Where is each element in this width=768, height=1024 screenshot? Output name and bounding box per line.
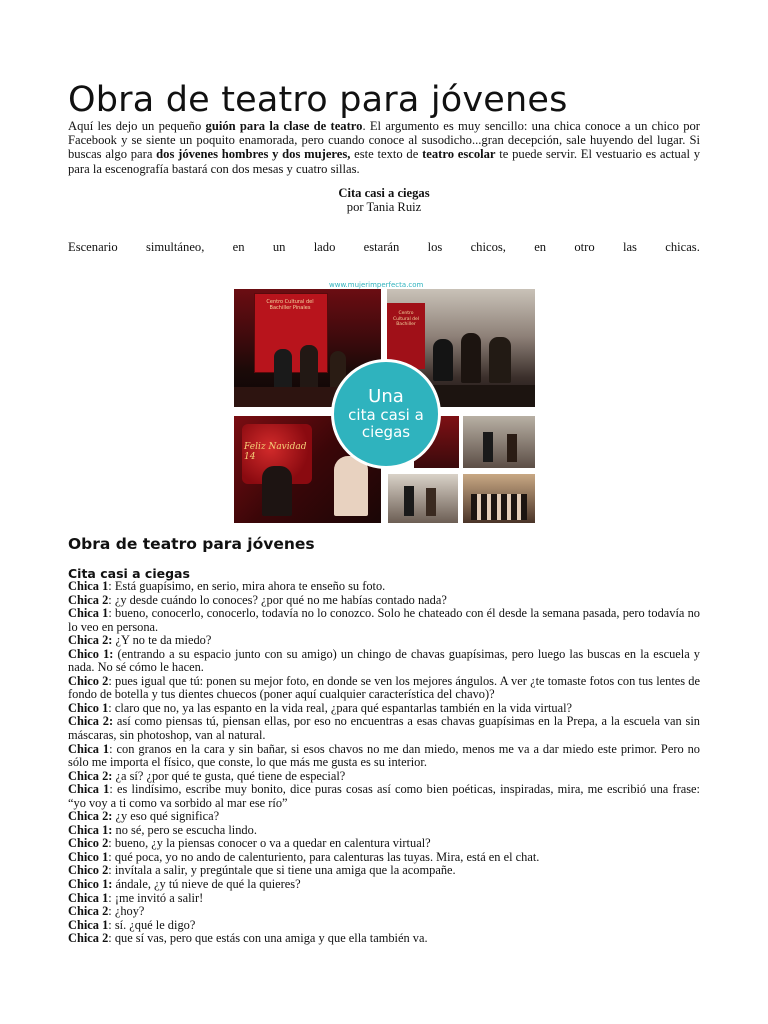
- dialog-line: [68, 810, 700, 824]
- speaker-name: Chica 2: [68, 931, 109, 946]
- intro-text: Aquí les dejo un pequeño: [68, 119, 206, 133]
- dialog-line: [68, 594, 700, 608]
- poster-text: Centro Cultural del Bachiller Pinales: [266, 299, 314, 311]
- dialog-text: : pues igual que tú: ponen su mejor foto, en donde se ven los mejores ángulos. A ver ¿te tomaste fotos con tus lentes de fondo de botella y tus dientes chuecos (poner aquí cualquier característica del chavo)?: [68, 673, 700, 702]
- dialog-line: [68, 634, 700, 648]
- scenario-word: chicos,: [470, 240, 506, 254]
- dialog-line: [68, 864, 700, 878]
- dialog-line: [68, 702, 700, 716]
- scenario-line: [68, 240, 700, 254]
- speaker-name: Chica 2:: [68, 714, 114, 729]
- dialog-line: [68, 905, 700, 919]
- banner-text: Feliz Navidad 14: [244, 442, 307, 462]
- dialog-line: [68, 878, 700, 892]
- dialog-text: : bueno, conocerlo, conocerlo, todavía no lo conozco. Solo he chateado con él desde la semana pasada, pero todavía no lo veo en persona.: [68, 606, 700, 634]
- dialog-line: [68, 715, 700, 742]
- dialog-text: : ¿y desde cuándo lo conoces? ¿por qué no me habías contado nada?: [108, 592, 447, 607]
- speaker-name: Chico 2: [68, 836, 109, 851]
- dialog-text: : que sí vas, pero que estás con una amiga y que ella también va.: [108, 931, 428, 946]
- dialog-line: [68, 675, 700, 702]
- intro-bold-text: guión para la clase de teatro: [205, 119, 363, 133]
- dialog-text: ¿a sí? ¿por qué te gusta, qué tiene de especial?: [112, 768, 346, 783]
- section-subtitle: Cita casi a ciegas: [68, 566, 190, 581]
- speaker-name: Chica 1: [68, 890, 109, 905]
- speaker-name: Chica 2:: [68, 809, 113, 824]
- scenario-word: estarán: [363, 240, 400, 254]
- badge-line: cita casi a: [348, 406, 424, 424]
- speaker-name: Chico 2: [68, 673, 109, 688]
- speaker-name: Chica 1: [68, 741, 110, 756]
- scenario-word: en: [534, 240, 547, 254]
- speaker-name: Chica 2:: [68, 633, 113, 648]
- photo-small-3: [388, 474, 458, 523]
- scenario-word: las: [622, 240, 637, 254]
- scenario-word: Escenario: [68, 240, 118, 254]
- intro-text: este texto de: [350, 147, 423, 162]
- intro-bold-text: dos jóvenes hombres y dos mujeres,: [156, 147, 351, 162]
- dialog-text: : invítala a salir, y pregúntale que si tiene una amiga que la acompañe.: [108, 863, 456, 878]
- dialog-text: : qué poca, yo no ando de calenturiento, para calenturas las tuyas. Mira, está en el chat.: [108, 849, 540, 864]
- dialog-text: ¿y eso qué significa?: [112, 809, 220, 824]
- speaker-name: Chico 1: [68, 849, 109, 864]
- scenario-word: lado: [313, 240, 336, 254]
- play-heading: [68, 186, 700, 215]
- speaker-name: Chica 1:: [68, 822, 113, 837]
- dialog-line: [68, 892, 700, 906]
- dialog-line: [68, 648, 700, 675]
- dialog-line: [68, 824, 700, 838]
- play-author: por Tania Ruiz: [346, 200, 422, 215]
- dialog-line: [68, 783, 700, 810]
- dialog-line: [68, 837, 700, 851]
- dialog-text: : ¿hoy?: [108, 904, 145, 919]
- speaker-name: Chica 1: [68, 917, 109, 932]
- dialog-text: : sí. ¿qué le digo?: [108, 917, 196, 932]
- dialog-block: [68, 580, 700, 946]
- speaker-name: Chico 2: [68, 863, 109, 878]
- scenario-word: un: [272, 240, 286, 254]
- title-badge: [331, 359, 441, 469]
- dialog-line: [68, 919, 700, 933]
- scenario-word: otro: [574, 240, 595, 254]
- dialog-line: [68, 770, 700, 784]
- dialog-text: : con granos en la cara y sin bañar, si esos chavos no me dan miedo, menos me va a dar miedo este primor. Pero no sólo me importa el físico, que conste, lo que más me gusta es su interior.: [68, 741, 700, 770]
- scenario-word: simultáneo,: [145, 240, 205, 254]
- dialog-line: [68, 607, 700, 634]
- page-title: Obra de teatro para jóvenes: [68, 80, 568, 120]
- speaker-name: Chica 1: [68, 579, 109, 593]
- photo-small-4: [463, 474, 535, 523]
- dialog-text: : Está guapísimo, en serio, mira ahora te enseño su foto.: [108, 579, 386, 593]
- collage-image: [234, 281, 535, 523]
- intro-text: . El argumento es muy sencillo: una chica conoce a un chico por Facebook y se siente un poquito enamorada, pero cuando conoce al susodicho...gran decepción, sale huyendo del lugar. Si buscas algo para: [68, 119, 700, 162]
- dialog-text: no sé, pero se escucha lindo.: [112, 822, 257, 837]
- poster-text: Centro Cultural del Bachiller: [392, 311, 420, 327]
- scenario-word: los: [427, 240, 443, 254]
- dialog-text: : bueno, ¿y la piensas conocer o va a quedar en calentura virtual?: [108, 836, 431, 851]
- dialog-text: : es lindísimo, escribe muy bonito, dice puras cosas así como bien poéticas, inspiradas, mira, me escribió una frase: “yo voy a ti como va sorbido al mar ese río”: [68, 782, 700, 810]
- badge-line: Una: [368, 386, 404, 407]
- dialog-line: [68, 743, 700, 770]
- speaker-name: Chico 1:: [68, 646, 114, 661]
- dialog-line: [68, 851, 700, 865]
- dialog-text: así como piensas tú, piensan ellas, por eso no encuentras a esas chavas guapísimas en la Prepa, a la escuela van sin máscaras, sin photoshop, van al natural.: [68, 714, 700, 743]
- dialog-text: ¿Y no te da miedo?: [112, 633, 212, 648]
- speaker-name: Chico 1: [68, 700, 109, 715]
- dialog-line: [68, 932, 700, 946]
- watermark-text: www.mujerimperfecta.com: [329, 281, 424, 289]
- photo-small-2: [463, 416, 535, 468]
- speaker-name: Chica 1: [68, 782, 110, 797]
- dialog-text: : claro que no, ya las espanto en la vida real, ¿para qué espantarlas también en la vida virtual?: [108, 700, 573, 715]
- speaker-name: Chico 1:: [68, 877, 113, 892]
- dialog-text: ándale, ¿y tú nieve de qué la quieres?: [112, 877, 301, 892]
- intro-text: te puede servir. El vestuario es actual y para la escenografía bastará con dos mesas y cuatro sillas.: [68, 147, 700, 176]
- intro-paragraph: [68, 119, 700, 176]
- play-title: Cita casi a ciegas: [338, 186, 430, 200]
- section-title: Obra de teatro para jóvenes: [68, 535, 315, 553]
- intro-bold-text: teatro escolar: [422, 147, 496, 162]
- dialog-text: : ¡me invitó a salir!: [108, 890, 204, 905]
- scenario-word: chicas.: [665, 240, 700, 254]
- speaker-name: Chica 2: [68, 904, 109, 919]
- dialog-line: [68, 580, 700, 594]
- dialog-text: (entrando a su espacio junto con su amigo) un chingo de chavas guapísimas, pero luego las buscas en la escuela y nada. No sé cómo le hacen.: [68, 646, 700, 675]
- badge-line: ciegas: [361, 423, 411, 441]
- speaker-name: Chica 1: [68, 606, 109, 621]
- scenario-word: en: [232, 240, 245, 254]
- speaker-name: Chica 2:: [68, 768, 113, 783]
- speaker-name: Chica 2: [68, 592, 109, 607]
